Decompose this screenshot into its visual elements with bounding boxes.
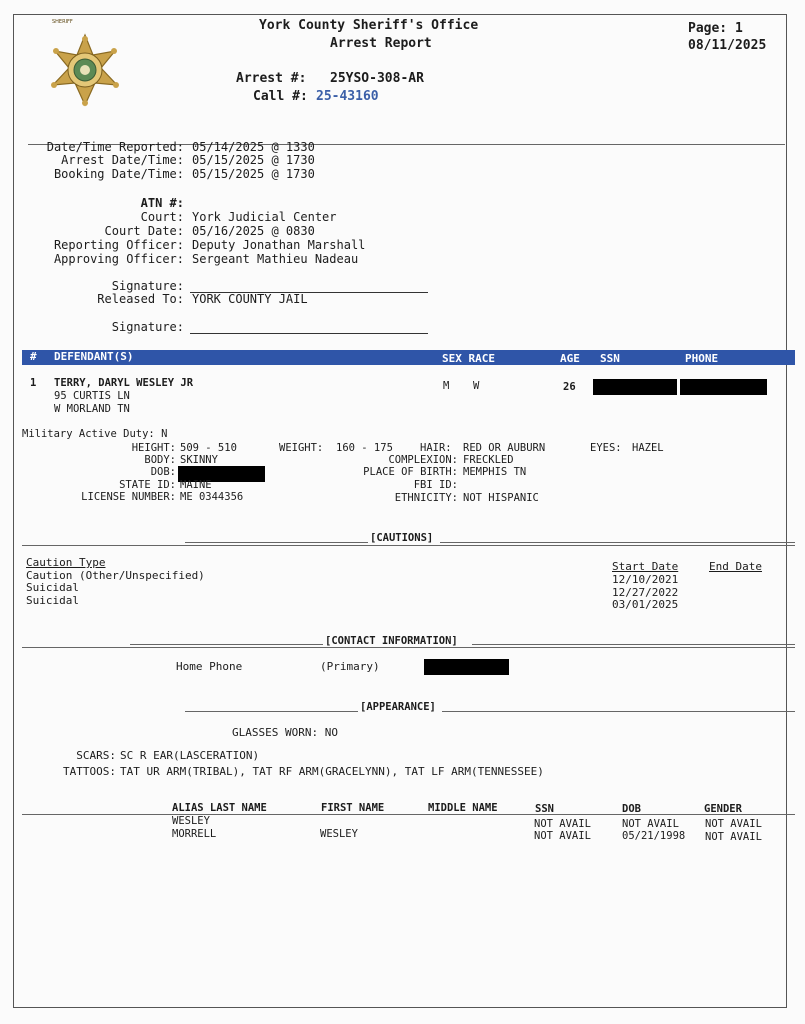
alias-row1-last: WESLEY	[172, 815, 210, 827]
atn-label: ATN #:	[140, 196, 184, 210]
arrest-datetime-value: 05/15/2025 @ 1730	[192, 153, 315, 167]
state-id-value: MAINE	[180, 479, 212, 491]
weight-label: WEIGHT:	[279, 442, 324, 454]
height-label: HEIGHT:	[131, 442, 176, 454]
weight-value: 160 - 175	[336, 442, 393, 454]
defendant-title-header: DEFENDANT(S)	[54, 350, 134, 363]
booking-label: Booking Date/Time:	[53, 167, 184, 181]
alias-row2-dob: 05/21/1998	[622, 830, 686, 842]
alias-row2-last: MORRELL	[172, 828, 217, 840]
cautions-top-border	[22, 545, 795, 546]
hair-label: HAIR:	[420, 442, 452, 454]
hair-value: RED OR AUBURN	[463, 442, 546, 454]
alias-row1-ssn: NOT AVAIL	[534, 818, 591, 830]
glasses-worn: GLASSES WORN: NO	[232, 726, 338, 739]
alias-header-rule	[22, 814, 795, 815]
report-title: Arrest Report	[330, 36, 432, 51]
court-value: York Judicial Center	[192, 210, 337, 224]
scars-label: SCARS:	[76, 749, 116, 762]
caution-start-2: 12/27/2022	[612, 586, 679, 599]
reporting-officer-label: Reporting Officer:	[53, 238, 184, 252]
arrest-number-label: Arrest #:	[236, 71, 307, 86]
alias-dob-header: DOB	[622, 803, 641, 815]
contact-rule-right	[472, 644, 795, 645]
released-to-value: YORK COUNTY JAIL	[192, 292, 308, 306]
dob-label: DOB:	[150, 466, 176, 478]
complexion-label: COMPLEXION:	[388, 454, 458, 466]
ssn-header: SSN	[600, 352, 620, 365]
contact-priority: (Primary)	[320, 660, 380, 673]
ssn-redaction	[593, 379, 677, 395]
page-number: Page: 1	[688, 21, 743, 36]
defendant-address2: W MORLAND TN	[54, 403, 130, 415]
defendant-address1: 95 CURTIS LN	[54, 390, 130, 402]
defendant-number: 1	[30, 377, 37, 389]
alias-gender-header: GENDER	[704, 803, 742, 815]
contact-type: Home Phone	[176, 660, 243, 673]
scars-value: SC R EAR(LASCERATION)	[120, 749, 260, 762]
appearance-section-title: [APPEARANCE]	[360, 701, 436, 713]
caution-start-header: Start Date	[612, 560, 679, 573]
agency-name: York County Sheriff's Office	[259, 18, 479, 33]
signature-label: Signature:	[111, 279, 184, 293]
booking-value: 05/15/2025 @ 1730	[192, 167, 315, 181]
signature2-line	[190, 333, 428, 334]
caution-type-1: Caution (Other/Unspecified)	[26, 569, 205, 582]
ethnicity-label: ETHNICITY:	[394, 492, 458, 504]
call-number: 25-43160	[316, 89, 379, 104]
caution-start-3: 03/01/2025	[612, 598, 679, 611]
approving-officer-label: Approving Officer:	[53, 252, 184, 266]
caution-type-2: Suicidal	[26, 581, 79, 594]
alias-last-header: ALIAS LAST NAME	[172, 802, 267, 814]
badge-text: SHERIFF	[52, 19, 73, 25]
age-header: AGE	[560, 352, 580, 365]
alias-middle-header: MIDDLE NAME	[428, 802, 498, 814]
alias-row1-gender: NOT AVAIL	[705, 818, 762, 830]
cautions-rule-left	[185, 542, 368, 543]
court-date-label: Court Date:	[104, 224, 184, 238]
birthplace-label: PLACE OF BIRTH:	[363, 466, 458, 478]
military-active-duty: Military Active Duty: N	[22, 428, 168, 440]
reported-value: 05/14/2025 @ 1330	[192, 140, 315, 154]
arrest-datetime-label: Arrest Date/Time:	[61, 153, 184, 167]
alias-first-header: FIRST NAME	[321, 802, 385, 814]
defendant-num-header: #	[30, 350, 37, 363]
defendant-sex: M	[443, 380, 450, 392]
phone-header: PHONE	[685, 352, 719, 365]
contact-section-title: [CONTACT INFORMATION]	[325, 635, 458, 647]
alias-ssn-header: SSN	[535, 803, 554, 815]
court-date-value: 05/16/2025 @ 0830	[192, 224, 315, 238]
license-label: LICENSE NUMBER:	[81, 491, 176, 503]
caution-start-1: 12/10/2021	[612, 573, 679, 586]
alias-row2-first: WESLEY	[320, 828, 358, 840]
defendant-header-band	[22, 350, 795, 365]
appearance-rule-left	[185, 711, 358, 712]
alias-row2-ssn: NOT AVAIL	[534, 830, 591, 842]
license-value: ME 0344356	[180, 491, 244, 503]
alias-row1-dob: NOT AVAIL	[622, 818, 679, 830]
sex-race-header: SEX RACE	[442, 352, 495, 365]
phone-redaction	[680, 379, 767, 395]
released-to-label: Released To:	[97, 292, 184, 306]
birthplace-value: MEMPHIS TN	[463, 466, 527, 478]
alias-row2-gender: NOT AVAIL	[705, 831, 762, 843]
body-label: BODY:	[144, 454, 176, 466]
fbi-id-label: FBI ID:	[413, 479, 458, 491]
reported-label: Date/Time Reported:	[46, 140, 184, 154]
approving-officer-value: Sergeant Mathieu Nadeau	[192, 252, 359, 266]
sheriff-badge-icon	[28, 14, 104, 88]
signature2-label: Signature:	[111, 320, 184, 334]
contact-rule-left	[130, 644, 323, 645]
defendant-race: W	[473, 380, 480, 392]
cautions-rule-right	[440, 542, 795, 543]
eyes-label: EYES:	[590, 442, 622, 454]
reporting-officer-value: Deputy Jonathan Marshall	[192, 238, 366, 252]
ethnicity-value: NOT HISPANIC	[463, 492, 539, 504]
body-value: SKINNY	[180, 454, 218, 466]
height-value: 509 - 510	[180, 442, 237, 454]
contact-top-border	[22, 647, 795, 648]
caution-end-header: End Date	[709, 560, 762, 573]
complexion-value: FRECKLED	[463, 454, 514, 466]
cautions-section-title: [CAUTIONS]	[370, 532, 434, 544]
call-number-label: Call #:	[253, 89, 308, 104]
arrest-number: 25YSO-308-AR	[330, 71, 424, 86]
eyes-value: HAZEL	[632, 442, 664, 454]
print-date: 08/11/2025	[688, 38, 767, 53]
tattoos-label: TATTOOS:	[63, 765, 116, 778]
defendant-name: TERRY, DARYL WESLEY JR	[54, 377, 194, 389]
contact-phone-redaction	[424, 659, 509, 675]
state-id-label: STATE ID:	[119, 479, 176, 491]
tattoos-value: TAT UR ARM(TRIBAL), TAT RF ARM(GRACELYNN), TAT LF ARM(TENNESSEE)	[120, 765, 544, 778]
defendant-age: 26	[563, 381, 576, 393]
court-label: Court:	[140, 210, 184, 224]
caution-type-3: Suicidal	[26, 594, 79, 607]
appearance-rule-right	[442, 711, 795, 712]
caution-type-header: Caution Type	[26, 556, 106, 569]
